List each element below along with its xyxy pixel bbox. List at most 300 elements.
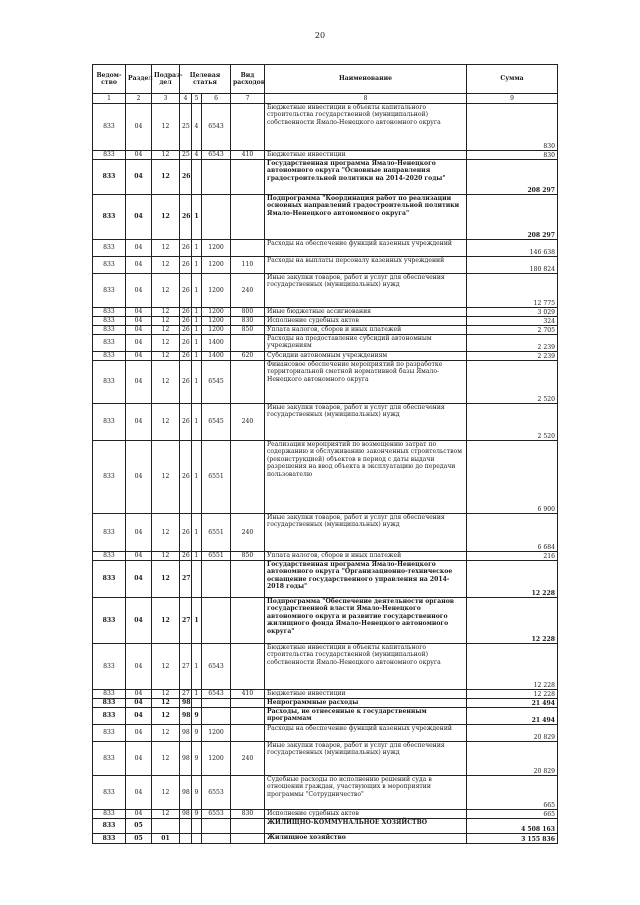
cell-podrazdel: 12: [152, 160, 180, 195]
table-row: [93, 274, 558, 308]
cell-p5: 1: [192, 352, 202, 361]
cell-razdel: 04: [126, 699, 152, 708]
cell-name: Непрограммные расходы: [265, 699, 467, 708]
cell-vid: 240: [231, 514, 265, 552]
cell-razdel: 04: [126, 690, 152, 699]
cell-name: Бюджетные инвестиции в объекты капитального строительства государственной (муниципальной) собственности Ямало-Ненецкого автономного округа: [265, 644, 467, 690]
table-row: [93, 317, 558, 326]
table-row: [93, 335, 558, 352]
cell-sum: 665: [467, 810, 558, 819]
cell-ved: 833: [93, 361, 126, 404]
cell-razdel: 04: [126, 104, 152, 151]
cell-p6: 1200: [202, 308, 231, 317]
cell-razdel: 04: [126, 598, 152, 644]
cell-p5: 1: [192, 441, 202, 514]
cell-podrazdel: 12: [152, 514, 180, 552]
cell-p6: 1200: [202, 725, 231, 742]
cell-ved: 833: [93, 352, 126, 361]
table-row: [93, 561, 558, 598]
cell-sum: 216: [467, 552, 558, 561]
cell-sum: 12 775: [467, 274, 558, 308]
cell-p5: 1: [192, 404, 202, 441]
cell-razdel: 04: [126, 274, 152, 308]
cell-ved: 833: [93, 404, 126, 441]
table-row: [93, 699, 558, 708]
cell-p4: 98: [180, 810, 192, 819]
cell-podrazdel: 12: [152, 326, 180, 335]
cell-ved: 833: [93, 151, 126, 160]
cell-name: ЖИЛИЩНО-КОММУНАЛЬНОЕ ХОЗЯЙСТВО: [265, 819, 467, 834]
cell-sum: 20 829: [467, 725, 558, 742]
cell-ved: 833: [93, 708, 126, 725]
cell-p4: 26: [180, 552, 192, 561]
cell-vid: [231, 240, 265, 257]
cell-name: Расходы на обеспечение функций казенных учреждений: [265, 725, 467, 742]
column-number-row: [93, 94, 558, 104]
cell-ved: 833: [93, 834, 126, 844]
table-row: [93, 195, 558, 240]
cell-p4: 98: [180, 708, 192, 725]
cell-podrazdel: 12: [152, 552, 180, 561]
header-row: [93, 65, 558, 94]
cell-vid: [231, 195, 265, 240]
cell-podrazdel: 12: [152, 308, 180, 317]
cell-p6: 6543: [202, 644, 231, 690]
cell-podrazdel: 12: [152, 195, 180, 240]
cell-vid: [231, 819, 265, 834]
cell-p4: 27: [180, 644, 192, 690]
cell-ved: 833: [93, 644, 126, 690]
cell-vid: [231, 335, 265, 352]
cell-podrazdel: 12: [152, 352, 180, 361]
cell-podrazdel: 12: [152, 151, 180, 160]
cell-p4: 26: [180, 326, 192, 335]
cell-vid: 240: [231, 742, 265, 776]
table-row: [93, 514, 558, 552]
cell-p6: 1200: [202, 742, 231, 776]
cell-ved: 833: [93, 160, 126, 195]
cell-sum: 208 297: [467, 160, 558, 195]
cell-vid: [231, 644, 265, 690]
cell-p4: 26: [180, 257, 192, 274]
cell-p5: [192, 699, 202, 708]
cell-razdel: 04: [126, 810, 152, 819]
table-row: [93, 404, 558, 441]
cell-p5: 1: [192, 335, 202, 352]
cell-p5: 9: [192, 776, 202, 810]
cell-p4: 26: [180, 441, 192, 514]
cell-vid: 110: [231, 257, 265, 274]
cell-p6: [202, 699, 231, 708]
header-celevaya: Целевая статья: [180, 65, 231, 94]
cell-ved: 833: [93, 335, 126, 352]
cell-podrazdel: 12: [152, 240, 180, 257]
cell-p6: [202, 708, 231, 725]
cell-p6: 1200: [202, 317, 231, 326]
cell-p4: 26: [180, 352, 192, 361]
table-row: [93, 160, 558, 195]
table-row: [93, 257, 558, 274]
cell-p4: 27: [180, 690, 192, 699]
cell-p4: 26: [180, 514, 192, 552]
cell-p6: 1200: [202, 326, 231, 335]
cell-sum: 20 829: [467, 742, 558, 776]
cell-vid: 830: [231, 317, 265, 326]
column-number: 8: [265, 94, 467, 104]
cell-ved: 833: [93, 104, 126, 151]
cell-p5: [192, 160, 202, 195]
column-number: 3: [152, 94, 180, 104]
table-row: [93, 352, 558, 361]
cell-p4: 25: [180, 104, 192, 151]
cell-p4: 98: [180, 725, 192, 742]
cell-name: Финансовое обеспечение мероприятий по разработке территориальной сметной нормативной базы Ямало-Ненецкого автономного округа: [265, 361, 467, 404]
cell-p5: 1: [192, 326, 202, 335]
cell-ved: 833: [93, 441, 126, 514]
cell-sum: 830: [467, 104, 558, 151]
cell-p4: 25: [180, 151, 192, 160]
cell-p4: 26: [180, 274, 192, 308]
cell-sum: 21 494: [467, 699, 558, 708]
cell-p6: 1400: [202, 352, 231, 361]
cell-sum: 146 638: [467, 240, 558, 257]
header-summa: Сумма: [467, 65, 558, 94]
cell-podrazdel: 12: [152, 699, 180, 708]
cell-vid: 240: [231, 274, 265, 308]
cell-p6: 6551: [202, 552, 231, 561]
table-row: [93, 441, 558, 514]
cell-vid: 620: [231, 352, 265, 361]
cell-p6: 1200: [202, 257, 231, 274]
cell-razdel: 04: [126, 552, 152, 561]
cell-vid: 850: [231, 552, 265, 561]
cell-p5: 4: [192, 151, 202, 160]
cell-podrazdel: [152, 819, 180, 834]
cell-ved: 833: [93, 742, 126, 776]
cell-vid: 850: [231, 326, 265, 335]
cell-razdel: 04: [126, 151, 152, 160]
cell-ved: 833: [93, 810, 126, 819]
cell-podrazdel: 12: [152, 104, 180, 151]
cell-sum: 180 824: [467, 257, 558, 274]
cell-p5: 1: [192, 690, 202, 699]
cell-sum: 12 228: [467, 561, 558, 598]
cell-name: Иные закупки товаров, работ и услуг для обеспечения государственных (муниципальных) нужд: [265, 274, 467, 308]
cell-podrazdel: 12: [152, 742, 180, 776]
cell-p4: 26: [180, 361, 192, 404]
cell-p5: [192, 819, 202, 834]
cell-p6: 6543: [202, 690, 231, 699]
cell-ved: 833: [93, 725, 126, 742]
cell-ved: 833: [93, 552, 126, 561]
cell-vid: [231, 561, 265, 598]
cell-p5: 1: [192, 644, 202, 690]
header-vid: Вид расходов: [231, 65, 265, 94]
cell-name: Реализация мероприятий по возмещению затрат по содержанию и обслуживанию законченных строительством (реконструкцией) объектов в период с даты выдачи разрешения на ввод объекта в эксплуатацию до передачи пользователю: [265, 441, 467, 514]
cell-p6: 1200: [202, 240, 231, 257]
cell-sum: 208 297: [467, 195, 558, 240]
cell-p5: [192, 561, 202, 598]
cell-p5: 1: [192, 195, 202, 240]
cell-razdel: 04: [126, 317, 152, 326]
cell-name: Иные закупки товаров, работ и услуг для обеспечения государственных (муниципальных) нужд: [265, 742, 467, 776]
table-row: [93, 834, 558, 844]
cell-vid: [231, 441, 265, 514]
cell-p6: 6551: [202, 514, 231, 552]
table-row: [93, 690, 558, 699]
cell-sum: 3 155 836: [467, 834, 558, 844]
cell-vid: 410: [231, 690, 265, 699]
cell-name: Бюджетные инвестиции: [265, 690, 467, 699]
cell-vid: [231, 708, 265, 725]
cell-razdel: 05: [126, 819, 152, 834]
cell-razdel: 04: [126, 240, 152, 257]
cell-podrazdel: 12: [152, 335, 180, 352]
cell-sum: 2 239: [467, 335, 558, 352]
cell-p4: 98: [180, 776, 192, 810]
cell-ved: 833: [93, 690, 126, 699]
cell-podrazdel: 12: [152, 690, 180, 699]
cell-name: Судебные расходы по исполнению решений суда в отношении граждан, участвующих в мероприятии программы "Сотрудничество": [265, 776, 467, 810]
table-row: [93, 776, 558, 810]
cell-razdel: 04: [126, 257, 152, 274]
cell-sum: 2 520: [467, 361, 558, 404]
cell-sum: 4 508 163: [467, 819, 558, 834]
cell-vid: [231, 776, 265, 810]
cell-sum: 2 239: [467, 352, 558, 361]
cell-p6: [202, 160, 231, 195]
table-row: [93, 361, 558, 404]
cell-p5: 9: [192, 810, 202, 819]
cell-ved: 833: [93, 308, 126, 317]
cell-razdel: 04: [126, 776, 152, 810]
cell-podrazdel: 12: [152, 708, 180, 725]
cell-p4: 26: [180, 404, 192, 441]
cell-podrazdel: 12: [152, 404, 180, 441]
cell-p6: 6545: [202, 361, 231, 404]
cell-sum: 2 520: [467, 404, 558, 441]
cell-vid: 800: [231, 308, 265, 317]
cell-p5: 9: [192, 742, 202, 776]
cell-p6: 6543: [202, 104, 231, 151]
cell-podrazdel: 12: [152, 810, 180, 819]
cell-ved: 833: [93, 195, 126, 240]
cell-p6: 6553: [202, 776, 231, 810]
cell-podrazdel: 12: [152, 598, 180, 644]
cell-name: Расходы на обеспечение функций казенных учреждений: [265, 240, 467, 257]
cell-vid: [231, 598, 265, 644]
column-number: 2: [126, 94, 152, 104]
table-row: [93, 725, 558, 742]
cell-podrazdel: 01: [152, 834, 180, 844]
cell-p4: 26: [180, 317, 192, 326]
cell-name: Расходы, не отнесенные к государственным программам: [265, 708, 467, 725]
cell-p4: 27: [180, 598, 192, 644]
cell-vid: [231, 160, 265, 195]
cell-podrazdel: 12: [152, 776, 180, 810]
cell-podrazdel: 12: [152, 361, 180, 404]
cell-vid: 240: [231, 404, 265, 441]
cell-name: Подпрограмма "Обеспечение деятельности органов государственной власти Ямало-Ненецкого автономного округа и развитие государственного жилищного фонда Ямало-Ненецкого автономного округа": [265, 598, 467, 644]
cell-sum: 12 228: [467, 690, 558, 699]
cell-razdel: 04: [126, 352, 152, 361]
cell-podrazdel: 12: [152, 725, 180, 742]
cell-razdel: 05: [126, 834, 152, 844]
table-row: [93, 104, 558, 151]
table-row: [93, 819, 558, 834]
cell-vid: 830: [231, 810, 265, 819]
column-number: 6: [202, 94, 231, 104]
cell-p6: [202, 819, 231, 834]
cell-name: Бюджетные инвестиции в объекты капитального строительства государственной (муниципальной) собственности Ямало-Ненецкого автономного округа: [265, 104, 467, 151]
column-number: 1: [93, 94, 126, 104]
cell-p6: 6543: [202, 151, 231, 160]
cell-sum: 324: [467, 317, 558, 326]
cell-p6: 1400: [202, 335, 231, 352]
table-row: [93, 598, 558, 644]
cell-ved: 833: [93, 240, 126, 257]
cell-ved: 833: [93, 819, 126, 834]
cell-p4: 26: [180, 308, 192, 317]
cell-name: Исполнение судебных актов: [265, 317, 467, 326]
cell-name: Иные бюджетные ассигнования: [265, 308, 467, 317]
cell-p4: 26: [180, 195, 192, 240]
column-number: 4: [180, 94, 192, 104]
column-number: 5: [192, 94, 202, 104]
cell-sum: 2 705: [467, 326, 558, 335]
budget-table: [92, 64, 558, 844]
cell-razdel: 04: [126, 561, 152, 598]
cell-razdel: 04: [126, 725, 152, 742]
cell-sum: 12 228: [467, 644, 558, 690]
cell-p6: [202, 598, 231, 644]
cell-ved: 833: [93, 699, 126, 708]
cell-p5: 1: [192, 257, 202, 274]
table-row: [93, 326, 558, 335]
table-row: [93, 644, 558, 690]
cell-sum: 21 494: [467, 708, 558, 725]
cell-podrazdel: 12: [152, 257, 180, 274]
cell-p6: 6551: [202, 441, 231, 514]
cell-razdel: 04: [126, 308, 152, 317]
cell-razdel: 04: [126, 335, 152, 352]
cell-vid: [231, 361, 265, 404]
cell-vid: [231, 834, 265, 844]
cell-sum: 665: [467, 776, 558, 810]
table-row: [93, 810, 558, 819]
cell-p4: [180, 834, 192, 844]
cell-razdel: 04: [126, 708, 152, 725]
cell-name: Жилищное хозяйство: [265, 834, 467, 844]
cell-p5: 1: [192, 598, 202, 644]
cell-p5: 1: [192, 317, 202, 326]
table-body: [93, 104, 558, 844]
cell-p5: 9: [192, 708, 202, 725]
cell-ved: 833: [93, 561, 126, 598]
cell-podrazdel: 12: [152, 561, 180, 598]
cell-razdel: 04: [126, 742, 152, 776]
cell-podrazdel: 12: [152, 317, 180, 326]
cell-ved: 833: [93, 598, 126, 644]
cell-p5: [192, 834, 202, 844]
table-row: [93, 552, 558, 561]
page-number: 20: [314, 31, 326, 40]
cell-vid: [231, 699, 265, 708]
cell-razdel: 04: [126, 160, 152, 195]
cell-name: Государственная программа Ямало-Ненецкого автономного округа "Основные направления градостроительной политики на 2014-2020 годы": [265, 160, 467, 195]
cell-ved: 833: [93, 317, 126, 326]
cell-sum: 6 684: [467, 514, 558, 552]
cell-razdel: 04: [126, 404, 152, 441]
cell-ved: 833: [93, 257, 126, 274]
cell-razdel: 04: [126, 195, 152, 240]
table-row: [93, 240, 558, 257]
table-row: [93, 308, 558, 317]
cell-p5: 1: [192, 552, 202, 561]
cell-p4: 27: [180, 561, 192, 598]
cell-p4: [180, 819, 192, 834]
cell-ved: 833: [93, 776, 126, 810]
cell-sum: 6 900: [467, 441, 558, 514]
table-row: [93, 151, 558, 160]
cell-p4: 26: [180, 160, 192, 195]
cell-sum: 12 228: [467, 598, 558, 644]
header-razdel: Раздел: [126, 65, 152, 94]
cell-name: Уплата налогов, сборов и иных платежей: [265, 552, 467, 561]
cell-name: Иные закупки товаров, работ и услуг для обеспечения государственных (муниципальных) нужд: [265, 404, 467, 441]
table-row: [93, 742, 558, 776]
cell-name: Иные закупки товаров, работ и услуг для обеспечения государственных (муниципальных) нужд: [265, 514, 467, 552]
cell-ved: 833: [93, 274, 126, 308]
cell-p4: 26: [180, 240, 192, 257]
cell-razdel: 04: [126, 361, 152, 404]
header-ved: Ведом-ство: [93, 65, 126, 94]
column-number: 9: [467, 94, 558, 104]
cell-vid: 410: [231, 151, 265, 160]
cell-razdel: 04: [126, 514, 152, 552]
cell-p4: 98: [180, 699, 192, 708]
cell-p5: 1: [192, 274, 202, 308]
table-row: [93, 708, 558, 725]
cell-razdel: 04: [126, 644, 152, 690]
cell-podrazdel: 12: [152, 274, 180, 308]
cell-name: Уплата налогов, сборов и иных платежей: [265, 326, 467, 335]
cell-p6: [202, 195, 231, 240]
cell-p5: 1: [192, 308, 202, 317]
cell-p5: 1: [192, 361, 202, 404]
column-number: 7: [231, 94, 265, 104]
header-podrazdel: Подраз-дел: [152, 65, 180, 94]
cell-ved: 833: [93, 514, 126, 552]
cell-sum: 830: [467, 151, 558, 160]
cell-p5: 1: [192, 240, 202, 257]
cell-name: Субсидии автономным учреждениям: [265, 352, 467, 361]
cell-p5: 1: [192, 514, 202, 552]
cell-p6: 1200: [202, 274, 231, 308]
cell-vid: [231, 725, 265, 742]
cell-p4: 26: [180, 335, 192, 352]
cell-p6: 6545: [202, 404, 231, 441]
cell-p5: 9: [192, 725, 202, 742]
cell-p5: 4: [192, 104, 202, 151]
cell-podrazdel: 12: [152, 441, 180, 514]
cell-p4: 98: [180, 742, 192, 776]
cell-ved: 833: [93, 326, 126, 335]
header-naimenovanie: Наименование: [265, 65, 467, 94]
cell-vid: [231, 104, 265, 151]
cell-razdel: 04: [126, 326, 152, 335]
cell-name: Подпрограмма "Координация работ по реализации основных направлений градостроительной политики Ямало-Ненецкого автономного округа": [265, 195, 467, 240]
